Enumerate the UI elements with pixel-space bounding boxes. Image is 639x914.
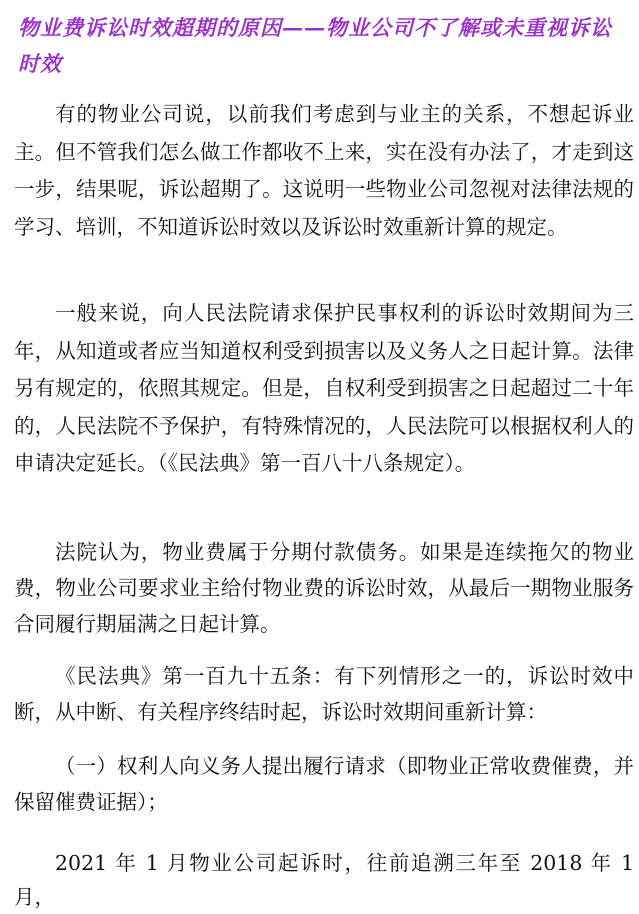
paragraph-2: 一般来说，向人民法院请求保护民事权利的诉讼时效期间为三年，从知道或者应当知道权利受到损害以及义务人之日起计算。法律另有规定的，依照其规定。但是，自权利受到损害之日起超过二十年的，人民法院不予保护，有特殊情况的，人民法院可以根据权利人的申请决定延长。（《民法典》第一百八十八条规定）。 [14, 301, 634, 475]
paragraph-6: 2021 年 1 月物业公司起诉时，往前追溯三年至 2018 年 1 月， [14, 851, 634, 909]
article-heading: 物业费诉讼时效超期的原因——物业公司不了解或未重视诉讼时效 [18, 15, 612, 76]
paragraph-3: 法院认为，物业费属于分期付款债务。如果是连续拖欠的物业费，物业公司要求业主给付物业费的诉讼时效，从最后一期物业服务合同履行期届满之日起计算。 [14, 540, 634, 636]
paragraph-1: 有的物业公司说，以前我们考虑到与业主的关系，不想起诉业主。但不管我们怎么做工作都收不上来，实在没有办法了，才走到这一步，结果呢，诉讼超期了。这说明一些物业公司忽视对法律法规的学习、培训，不知道诉讼时效以及诉讼时效重新计算的规定。 [14, 102, 634, 239]
paragraph-4: 《民法典》第一百九十五条：有下列情形之一的，诉讼时效中断，从中断、有关程序终结时起，诉讼时效期间重新计算： [14, 664, 634, 724]
paragraph-5: （一）权利人向义务人提出履行请求（即物业正常收费催费，并保留催费证据）； [14, 754, 634, 814]
